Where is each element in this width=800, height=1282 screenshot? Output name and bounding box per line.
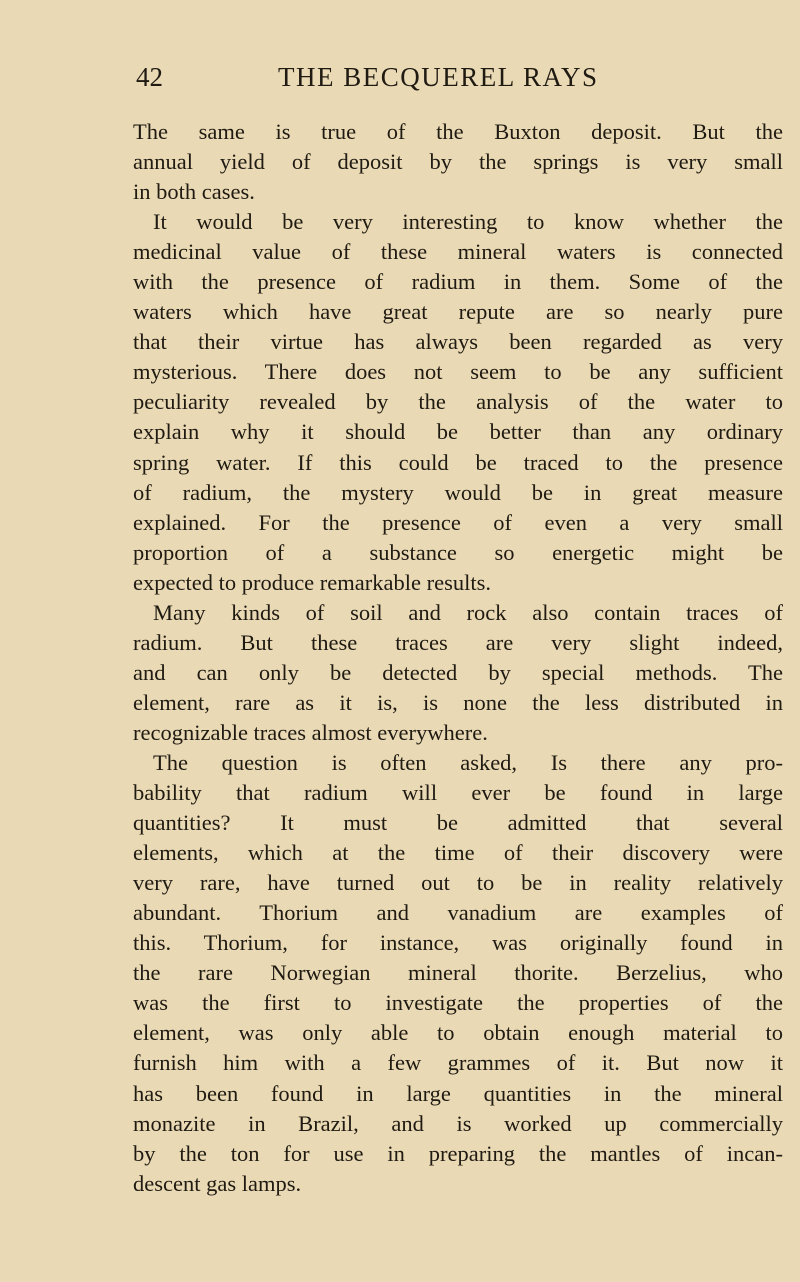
text-line: element, rare as it is, is none the less distributed in [133, 689, 783, 715]
text-line: descent gas lamps. [133, 1170, 302, 1196]
text-line: annual yield of deposit by the springs is very small [133, 149, 783, 175]
text-line: recognizable traces almost everywhere. [133, 719, 488, 745]
text-line: that their virtue has always been regarded as very [133, 329, 783, 355]
text-line: was the first to investigate the properties of the [133, 990, 783, 1016]
text-line: monazite in Brazil, and is worked up commercially [133, 1110, 783, 1136]
text-line: radium. But these traces are very slight indeed, [133, 629, 783, 655]
text-line: furnish him with a few grammes of it. But now it [133, 1050, 783, 1076]
text-line: of radium, the mystery would be in great measure [133, 479, 783, 505]
text-line: peculiarity revealed by the analysis of the water to [133, 389, 783, 415]
body-text [133, 117, 783, 1199]
text-line: bability that radium will ever be found in large [133, 780, 783, 806]
text-line: explain why it should be better than any ordinary [133, 419, 783, 445]
text-line: spring water. If this could be traced to the presence [133, 449, 783, 475]
text-line: waters which have great repute are so nearly pure [133, 299, 783, 325]
text-line: explained. For the presence of even a very small [133, 509, 783, 535]
text-line: Many kinds of soil and rock also contain traces of [153, 599, 783, 625]
page-header [133, 62, 783, 96]
text-line: by the ton for use in preparing the mantles of incan- [133, 1140, 783, 1166]
text-line: and can only be detected by special methods. The [133, 659, 783, 685]
page-number: 42 [136, 62, 163, 92]
running-title: THE BECQUEREL RAYS [278, 62, 599, 92]
text-line: the rare Norwegian mineral thorite. Berzelius, who [133, 960, 783, 986]
text-line: elements, which at the time of their discovery were [133, 840, 783, 866]
text-line: quantities? It must be admitted that several [133, 810, 783, 836]
text-line: element, was only able to obtain enough material to [133, 1020, 783, 1046]
text-line: very rare, have turned out to be in reality relatively [133, 870, 783, 896]
text-line: medicinal value of these mineral waters is connected [133, 239, 783, 265]
text-line: proportion of a substance so energetic might be [133, 539, 783, 565]
text-line: abundant. Thorium and vanadium are examples of [133, 900, 783, 926]
text-line: this. Thorium, for instance, was originally found in [133, 930, 783, 956]
text-line: with the presence of radium in them. Some of the [133, 269, 783, 295]
text-line: mysterious. There does not seem to be any sufficient [133, 359, 783, 385]
text-line: It would be very interesting to know whether the [153, 209, 783, 235]
text-line: has been found in large quantities in the mineral [133, 1080, 783, 1106]
text-line: The same is true of the Buxton deposit. But the [133, 119, 783, 144]
text-line: in both cases. [133, 179, 255, 205]
text-line: expected to produce remarkable results. [133, 569, 491, 595]
text-line: The question is often asked, Is there any pro- [153, 749, 783, 775]
